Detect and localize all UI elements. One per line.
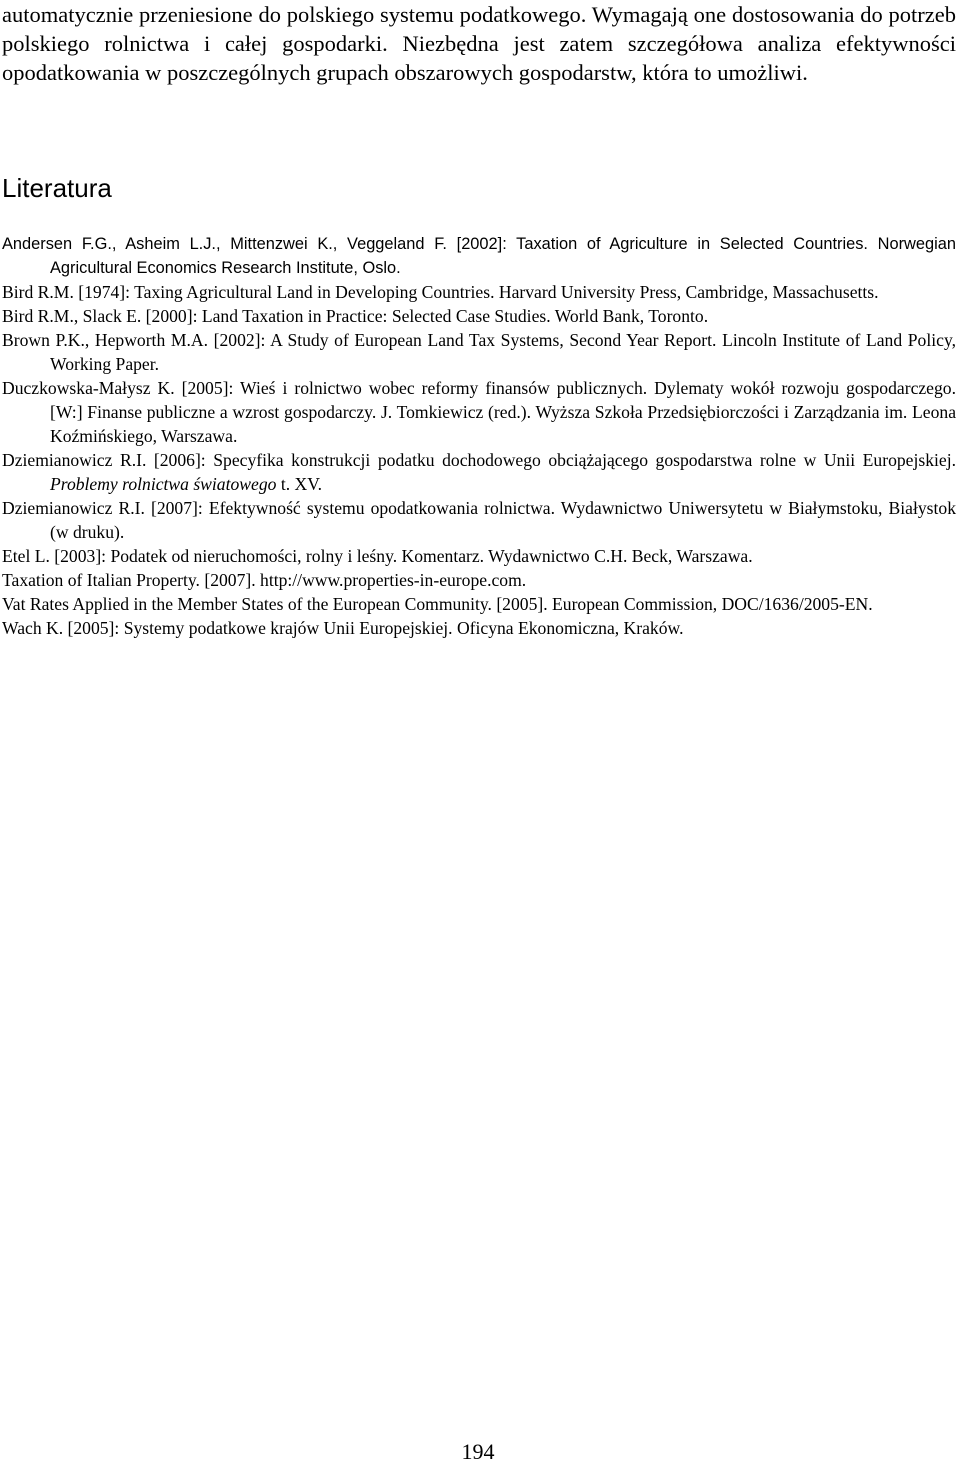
- reference-journal-title: Problemy rolnictwa światowego: [50, 474, 277, 494]
- reference-text: Bird R.M., Slack E. [2000]: Land Taxation in Practice: Selected Case Studies. World Bank, Toronto.: [2, 306, 709, 326]
- reference-text: Wach K. [2005]: Systemy podatkowe krajów Unii Europejskiej. Oficyna Ekonomiczna, Kraków.: [2, 618, 684, 638]
- page-number: 194: [461, 1439, 495, 1464]
- reference-item: [0, 376, 956, 448]
- reference-text: Bird R.M. [1974]: Taxing Agricultural Land in Developing Countries. Harvard University Press, Cambridge, Massachusetts.: [2, 282, 879, 302]
- section-heading: Literatura: [2, 173, 112, 203]
- intro-paragraph: automatycznie przeniesione do polskiego systemu podatkowego. Wymagają one dostosowania do potrzeb polskiego rolnictwa i całej gospodarki. Niezbędna jest zatem szczegółowa analiza efektywności opodatkowania w poszczególnych grupach obszarowych gospodarstw, która to umożliwi.: [2, 2, 956, 85]
- reference-item: [0, 328, 956, 376]
- reference-item: [0, 280, 956, 304]
- reference-item: [0, 448, 956, 496]
- reference-text: Vat Rates Applied in the Member States of the European Community. [2005]. European Commission, DOC/1636/2005-EN.: [2, 594, 873, 614]
- reference-item: [0, 544, 956, 568]
- reference-item: [0, 232, 956, 280]
- reference-item: [0, 496, 956, 544]
- reference-text: Dziemianowicz R.I. [2006]: Specyfika konstrukcji podatku dochodowego obciążającego gospodarstwa rolne w Unii Europejskiej.: [2, 450, 956, 470]
- reference-text: Etel L. [2003]: Podatek od nieruchomości, rolny i leśny. Komentarz. Wydawnictwo C.H. Beck, Warszawa.: [2, 546, 753, 566]
- reference-item: [0, 568, 956, 592]
- reference-text: Andersen F.G., Asheim L.J., Mittenzwei K., Veggeland F. [2002]: Taxation of Agriculture in Selected Countries. Norwegian Agricultural Economics Research Institute, Oslo.: [2, 235, 956, 277]
- reference-text: Dziemianowicz R.I. [2007]: Efektywność systemu opodatkowania rolnictwa. Wydawnictwo Uniwersytetu w Białymstoku, Białystok (w druku).: [2, 498, 956, 542]
- reference-text-suffix: t. XV.: [276, 474, 323, 494]
- reference-text: Duczkowska-Małysz K. [2005]: Wieś i rolnictwo wobec reformy finansów publicznych. Dylematy wokół rozwoju gospodarczego. [W:] Finanse publiczne a wzrost gospodarczy. J. Tomkiewicz (red.). Wyższa Szkoła Przedsiębiorczości i Zarządzania im. Leona Koźmińskiego, Warszawa.: [2, 378, 956, 446]
- reference-item: [0, 616, 956, 640]
- reference-text: Taxation of Italian Property. [2007]. http://www.properties-in-europe.com.: [2, 570, 527, 590]
- reference-item: [0, 304, 956, 328]
- reference-list: [0, 232, 956, 640]
- reference-item: [0, 592, 956, 616]
- reference-text: Brown P.K., Hepworth M.A. [2002]: A Study of European Land Tax Systems, Second Year Report. Lincoln Institute of Land Policy, Working Paper.: [2, 330, 956, 374]
